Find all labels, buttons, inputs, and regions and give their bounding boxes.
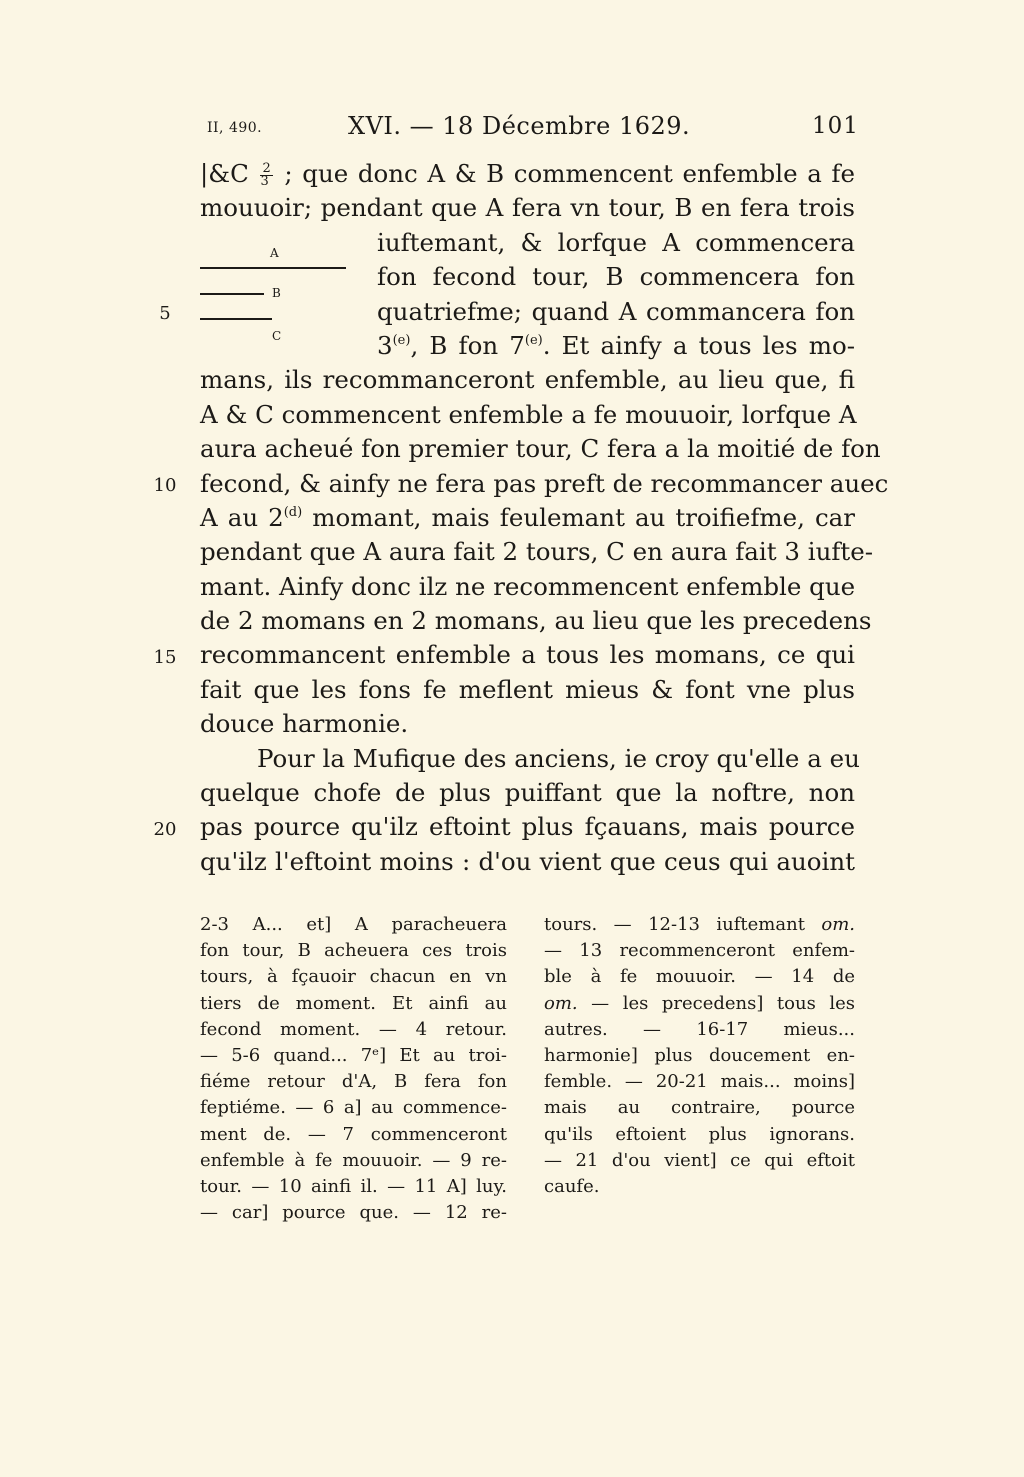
note-line: — 5-6 quand... 7ᵉ] Et au troi- xyxy=(200,1044,507,1066)
text-line-1: |&C $\frac{2}{3}$ ; que donc A & B commencent enfemble a fe xyxy=(200,159,856,189)
text-line-3: iuftemant, & lorfque A commencera xyxy=(377,227,855,257)
text-line-16: fait que les fons fe meflent mieus & font vne plus xyxy=(200,674,855,704)
note-line: enfemble à fe mouuoir. — 9 re- xyxy=(200,1149,507,1171)
note-line: autres. — 16-17 mieus... xyxy=(544,1018,855,1040)
note-line: — 21 d'ou vient] ce qui eftoit xyxy=(544,1149,855,1171)
text-line-13: mant. Ainfy donc ilz ne recommencent enfemble que xyxy=(200,571,856,601)
letter-heading: XVI. — 18 Décembre 1629. xyxy=(348,112,691,140)
note-line: tour. — 10 ainfi il. — 11 A] luy. xyxy=(200,1175,507,1197)
text-line-10: fecond, & ainfy ne fera pas preft de recommancer auec xyxy=(200,468,889,498)
diagram-label-b: B xyxy=(272,286,281,300)
note-line: — 13 recommenceront enfem- xyxy=(544,940,855,962)
text-line-5: quatriefme; quand A commancera fon xyxy=(377,296,855,326)
edition-reference: II, 490. xyxy=(207,120,263,136)
note-line: mais au contraire, pource xyxy=(544,1097,855,1119)
line-number: 20 xyxy=(153,819,177,840)
note-line: tours. — 12-13 iuftemant om. xyxy=(544,914,855,935)
note-line: 2-3 A... et] A paracheuera xyxy=(200,914,507,935)
note-line: tiers de moment. Et ainfi au xyxy=(200,992,507,1014)
text-line-17: douce harmonie. xyxy=(200,709,409,739)
main-text-block xyxy=(200,157,889,879)
note-line: feptiéme. — 6 a] au commence- xyxy=(200,1097,507,1119)
text-line-2: mouuoir; pendant que A fera vn tour, B en fera trois xyxy=(200,193,855,223)
fraction: $\frac{2}{3}$ xyxy=(260,161,271,189)
text-line-9: aura acheué fon premier tour, C fera a la moitié de fon xyxy=(200,434,881,464)
note-line: ment de. — 7 commenceront xyxy=(200,1123,507,1145)
text-line-21: qu'ilz l'eftoint moins : d'ou vient que ceus qui auoint xyxy=(200,846,855,876)
diagram-label-a: A xyxy=(270,246,279,260)
page-number: 101 xyxy=(812,113,859,139)
note-line: caufe. xyxy=(544,1175,600,1197)
running-header xyxy=(0,112,1024,144)
diagram-label-c: C xyxy=(272,329,282,343)
text-line-8: A & C commencent enfemble a fe mouuoir, lorfque A xyxy=(200,399,857,429)
note-line: — car] pource que. — 12 re- xyxy=(200,1202,507,1224)
text-line-18: Pour la Mufique des anciens, ie croy qu'elle a eu xyxy=(257,743,860,773)
note-line: femble. — 20-21 mais... moins] xyxy=(544,1071,855,1093)
text-line-12: pendant que A aura fait 2 tours, C en aura fait 3 iufte- xyxy=(200,537,874,567)
text-line-6: 3$^{(e)}$, B fon 7$^{(e)}$. Et ainfy a tous les mo- xyxy=(377,330,855,360)
notes-column-left xyxy=(200,912,507,1226)
text-line-11: A au 2$^{(d)}$ momant, mais feulemant au troifiefme, car xyxy=(200,502,855,532)
note-line: tours, à fçauoir chacun en vn xyxy=(200,966,507,988)
note-line: fiéme retour d'A, B fera fon xyxy=(200,1071,507,1093)
note-line: om. — les precedens] tous les xyxy=(544,992,855,1014)
text-line-4: fon fecond tour, B commencera fon xyxy=(377,262,855,292)
text-line-14: de 2 momans en 2 momans, au lieu que les precedens xyxy=(200,606,872,636)
note-line: fon tour, B acheuera ces trois xyxy=(200,940,507,962)
note-line: fecond moment. — 4 retour. xyxy=(200,1018,507,1040)
line-number: 10 xyxy=(153,475,177,496)
line-number: 15 xyxy=(153,647,177,668)
note-line: qu'ils eftoient plus ignorans. xyxy=(544,1123,855,1145)
text-line-20: pas pource qu'ilz eftoint plus fçauans, mais pource xyxy=(200,812,855,842)
notes-column-right xyxy=(544,912,855,1200)
text-line-15: recommancent enfemble a tous les momans, ce qui xyxy=(200,640,855,670)
text-line-19: quelque chofe de plus puiffant que la noftre, non xyxy=(200,778,855,808)
line-number: 5 xyxy=(159,303,171,324)
text-line-7: mans, ils recommanceront enfemble, au lieu que, fi xyxy=(200,365,855,395)
note-line: ble à fe mouuoir. — 14 de xyxy=(544,966,855,988)
note-line: harmonie] plus doucement en- xyxy=(544,1044,855,1066)
